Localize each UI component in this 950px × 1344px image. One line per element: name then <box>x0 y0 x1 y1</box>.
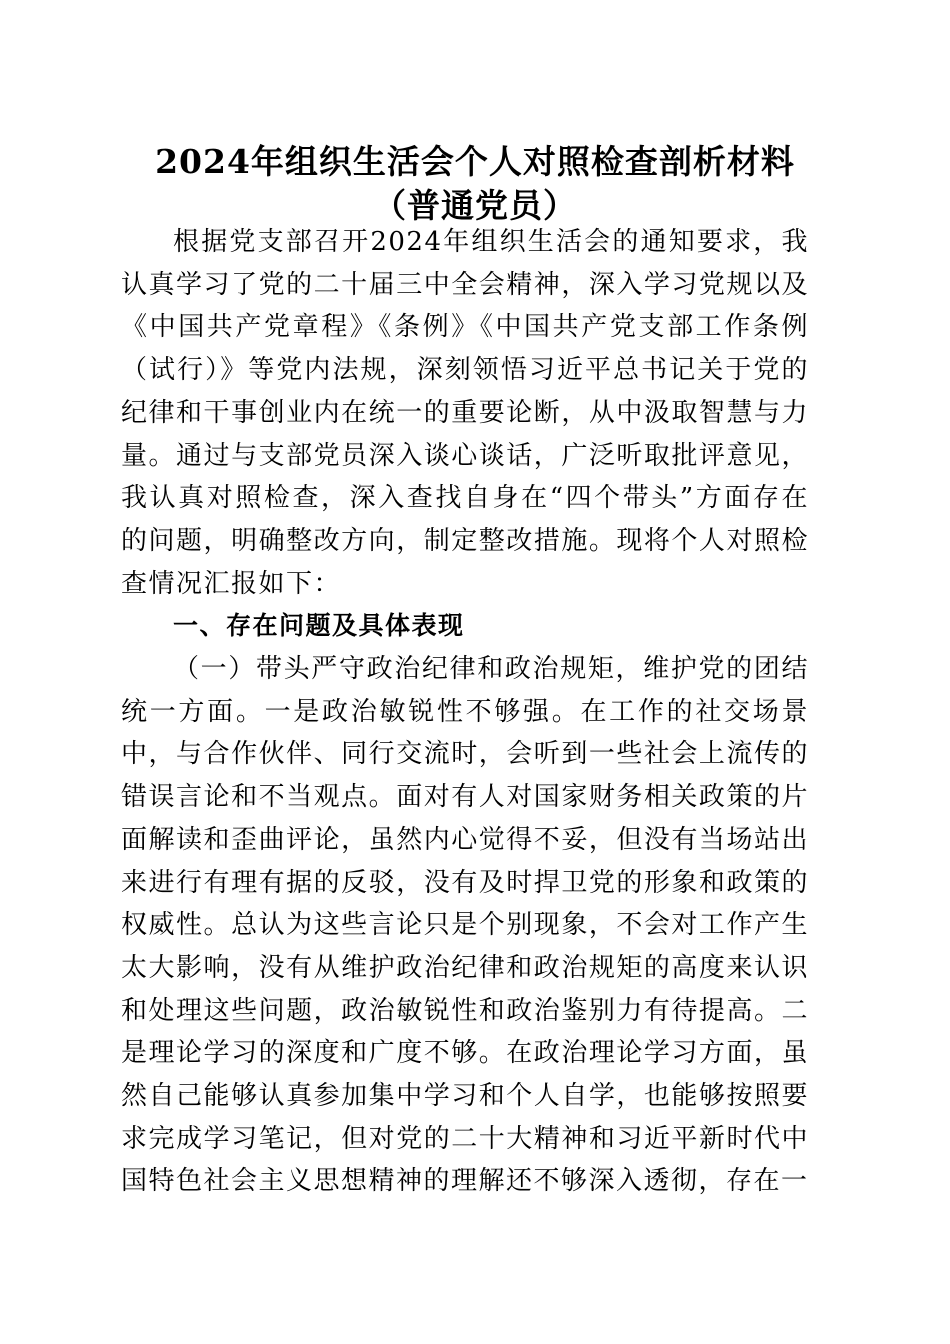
document-body <box>121 221 809 1203</box>
intro-paragraph: 根据党支部召开2024年组织生活会的通知要求，我认真学习了党的二十届三中全会精神，深入学习党规以及《中国共产党章程》《条例》《中国共产党支部工作条例（试行）》等党内法规，深刻领悟习近平总书记关于党的纪律和干事创业内在统一的重要论断，从中汲取智慧与力量。通过与支部党员深入谈心谈话，广泛听取批评意见，我认真对照检查，深入查找自身在“四个带头”方面存在的问题，明确整改方向，制定整改措施。现将个人对照检查情况汇报如下： <box>121 227 809 599</box>
document-title: 2024年组织生活会个人对照检查剖析材料 <box>155 142 795 181</box>
section-paragraph: （一）带头严守政治纪律和政治规矩，维护党的团结统一方面。一是政治敏锐性不够强。在工作的社交场景中，与合作伙伴、同行交流时，会听到一些社会上流传的错误言论和不当观点。面对有人对国家财务相关政策的片面解读和歪曲评论，虽然内心觉得不妥，但没有当场站出来进行有理有据的反驳，没有及时捍卫党的形象和政策的权威性。总认为这些言论只是个别现象，不会对工作产生太大影响，没有从维护政治纪律和政治规矩的高度来认识和处理这些问题，政治敏锐性和政治鉴别力有待提高。二是理论学习的深度和广度不够。在政治理论学习方面，虽然自己能够认真参加集中学习和个人自学，也能够按照要求完成学习笔记，但对党的二十大精神和习近平新时代中国特色社会主义思想精神的理解还不够深入透彻，存在一 <box>121 654 809 1197</box>
document-subtitle: （普通党员） <box>373 186 577 225</box>
section-heading: 一、存在问题及具体表现 <box>173 611 465 641</box>
